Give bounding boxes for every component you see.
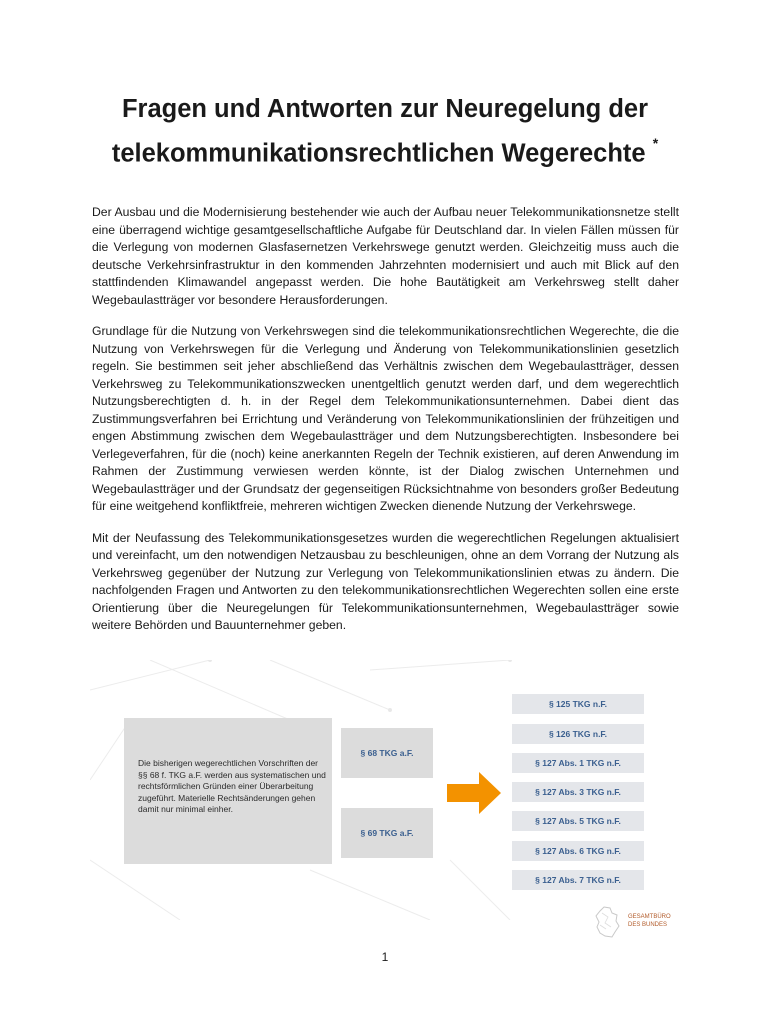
new-paragraph-box: § 127 Abs. 7 TKG n.F. bbox=[512, 870, 644, 890]
body-text bbox=[92, 204, 679, 649]
mapping-graphic bbox=[90, 660, 690, 920]
paragraph-3: Mit der Neufassung des Telekommunikationsgesetzes wurden die wegerechtlichen Regelungen aktualisiert und vereinfacht, um den notwendigen Netzausbau zu beschleunigen, ohne an dem Vorrang der Nutzung als Verkehrsweg gegenüber der Nutzung zur Verlegung von Telekommunikationslinien etwas zu ändern. Die nachfolgenden Fragen und Antworten zu den telekommunikationsrechtlichen Wegerechten sollen eine erste Orientierung über die Neuregelungen für Telekommunikationsunternehmen, Wegebaulastträger sowie weitere Behörden und Bauunternehmer geben. bbox=[92, 530, 679, 632]
new-paragraph-box: § 127 Abs. 3 TKG n.F. bbox=[512, 782, 644, 802]
paragraph-1: Der Ausbau und die Modernisierung bestehender wie auch der Aufbau neuer Telekommunikationsnetze stellt eine überragend wichtige gesamtgesellschaftliche Aufgabe für Deutschland dar. In vielen Fällen müssen für die Verlegung von modernen Glasfasernetzen Verkehrswege genutzt werden. Gleichzeitig muss auch die deutsche Verkehrsinfrastruktur in den kommenden Jahrzehnten modernisiert und auch mit Blick auf den stattfindenden Klimawandel angepasst werden. Die hohe Bautätigkeit am Verkehrsweg stellt daher Wegebaulastträger vor besondere Herausforderungen. bbox=[92, 205, 679, 307]
old-paragraph-68-box: § 68 TKG a.F. bbox=[341, 728, 433, 778]
arrow-right-icon bbox=[447, 772, 501, 814]
old-paragraph-69-box: § 69 TKG a.F. bbox=[341, 808, 433, 858]
paragraph-2: Grundlage für die Nutzung von Verkehrswegen sind die telekommunikationsrechtlichen Wegerechte, die die Nutzung von Verkehrswegen für die Verlegung und Änderung von Telekommunikationslinien gesetzlich regeln. Sie bestimmen seit jeher abschließend das Verhältnis zwischen dem Wegebaulastträger, dessen Verkehrsweg zu Telekommunikationszwecken unentgeltlich genutzt werden darf, und dem wegerechtlich Nutzungsberechtigten d. h. in der Regel dem Telekommunikationsunternehmen. Dabei dient das Zustimmungsverfahren bei Errichtung und Veränderung von Telekommunikationslinien der frühzeitigen und engen Abstimmung zwischen dem Wegebaulastträger und dem Nutzungsberechtigten. Insbesondere bei Verlegeverfahren, für die (noch) keine anerkannten Regeln der Technik existieren, auf deren Anwendung im Rahmen der Zustimmung verwiesen werden könnte, ist der Dialog zwischen Unternehmen und Wegebaulastträger und der Grundsatz der gegenseitigen Rücksichtnahme von besonders großer Bedeutung für eine weitgehend konfliktfreie, mehreren wichtigen Zwecken dienende Nutzung der Verkehrswege. bbox=[92, 324, 679, 513]
page-number: 1 bbox=[381, 950, 389, 964]
germany-map-icon bbox=[590, 905, 624, 939]
new-paragraph-box: § 127 Abs. 5 TKG n.F. bbox=[512, 811, 644, 831]
old-rules-text: Die bisherigen wegerechtlichen Vorschriften der §§ 68 f. TKG a.F. werden aus systematischen und rechtsförmlichen Gründen einer Überarbeitung zugeführt. Materielle Rechtsänderungen gehen damit nur minimal einher. bbox=[138, 758, 326, 814]
logo-line-1: GESAMTBÜRO bbox=[628, 914, 671, 920]
title-line-1: Fragen und Antworten zur Neuregelung der bbox=[121, 95, 649, 123]
new-paragraph-box: § 125 TKG n.F. bbox=[512, 694, 644, 714]
logo-line-2: DES BUNDES bbox=[628, 922, 668, 928]
new-paragraph-box: § 126 TKG n.F. bbox=[512, 724, 644, 744]
title-line-2-text: telekommunikationsrechtlichen Wegerechte bbox=[111, 139, 646, 168]
old-rules-box bbox=[124, 718, 332, 864]
logo bbox=[590, 905, 680, 939]
title-line-2 bbox=[60, 128, 710, 173]
new-paragraph-box: § 127 Abs. 1 TKG n.F. bbox=[512, 753, 644, 773]
page-title bbox=[60, 90, 710, 173]
new-paragraph-box: § 127 Abs. 6 TKG n.F. bbox=[512, 841, 644, 861]
logo-text bbox=[628, 913, 671, 929]
footnote-mark: * bbox=[652, 135, 659, 151]
